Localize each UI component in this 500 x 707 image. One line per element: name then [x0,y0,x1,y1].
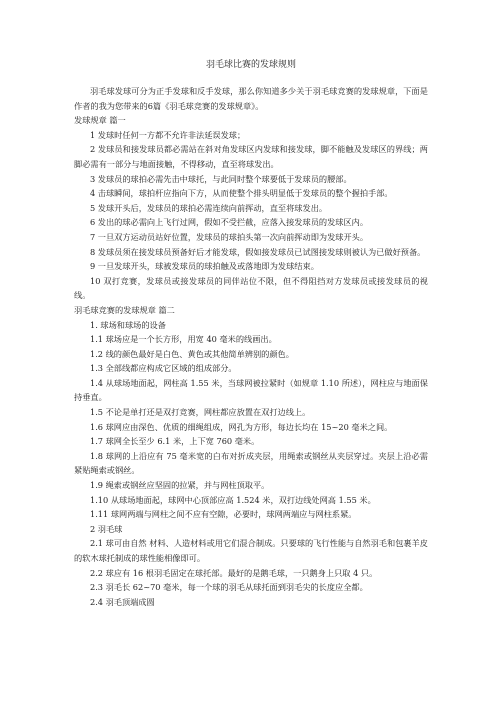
rule-item: 1.11 球网两端与网柱之间不应有空隙，必要时，球网两端应与网柱系紧。 [90,509,357,520]
rule-item: 1. 球场和球场的设备 [90,319,166,330]
rule-item: 7 一旦双方运动员站好位置，发球员的球拍头第一次向前挥动即为发球开头。 [90,231,369,242]
rule-item: 1.2 线的颜色最好是白色、黄色或其他简单辨别的颜色。 [90,348,294,359]
rule-item: 1.9 绳索或钢丝应坚固的拉紧，并与网柱顶取平。 [90,480,270,491]
rule-item: 2 羽毛球 [90,523,123,534]
rule-item: 2.3 羽毛长 62~70 毫米，每一个球的羽毛从球托面到羽毛尖的长度应全都。 [90,582,368,593]
intro-paragraph: 羽毛球发球可分为正手发球和反手发球，那么你知道多少关于羽毛球竞赛的发球规章，下面是作者的我为您带来的6篇《羽毛球竞赛的发球规章》。 [74,86,428,111]
section-1-rules [74,128,428,303]
rule-item: 2 发球员和接发球员都必需站在斜对角发球区内发球和接发球，脚不能触及发球区的界线；两脚必需有一部分与地面接触，不得移动，直至将球发出。 [74,144,428,169]
rule-item: 2.4 羽毛顶端成圆 [90,596,155,607]
rule-item: 1 发球时任何一方都不允许非法延误发球； [90,129,246,140]
rule-item: 5 发球开头后，发球员的球拍必需连续向前挥动，直至将球发出。 [90,202,328,213]
rule-item: 1.8 球网的上沿应有 75 毫米宽的白布对折成夹层，用绳索或钢丝从夹层穿过。夹层上沿必需紧贴绳索或钢丝。 [74,450,428,476]
rule-item: 1.3 全部线都应构成它区域的组成部分。 [90,363,237,374]
section-heading-2: 羽毛球竞赛的发球规章 篇二 [74,304,175,315]
rule-item: 1.1 球场应是一个长方形，用宽 40 毫米的线画出。 [90,334,277,345]
rule-item: 1.5 不论是单打还是双打竞赛，网柱都应放置在双打边线上。 [90,407,311,418]
section-heading-1: 发球规章 篇一 [74,115,126,126]
rule-item: 1.10 从球场地面起，球网中心顶部应高 1.524 米，双打边线处网高 1.55 米。 [90,494,376,505]
rule-item: 2.2 球应有 16 根羽毛固定在球托部。最好的是鹅毛球，一只鹅身上只取 4 只。 [90,567,378,578]
rule-item: 9 一旦发球开头，球被发球员的球拍触及或落地即为发球结束。 [90,261,319,272]
rule-item: 1.4 从球场地面起，网柱高 1.55 米，当球网被拉紧时（如规章 1.10 所述），网柱应与地面保持垂直。 [74,377,428,403]
rule-item: 6 发出的球必需向上飞行过网，假如不受拦截，应落入接发球员的发球区内。 [90,217,369,228]
document-title: 羽毛球比赛的发球规则 [205,60,296,70]
rule-item: 1.7 球网全长至少 6.1 米，上下宽 760 毫米。 [90,436,260,447]
rule-item: 3 发球员的球拍必需先击中球托，与此同时整个球要低于发球员的腰部。 [90,173,352,184]
rule-item: 4 击球瞬间，球拍杆应指向下方，从而使整个排头明显低于发球员的整个握拍手部。 [90,188,393,199]
rule-item: 1.6 球网应由深色、优质的细绳组成，网孔为方形，每边长均在 15~20 毫米之间。 [90,421,393,432]
rule-item: 2.1 球可由自然 材料、人造材料或用它们混合制成。只要球的飞行性能与自然羽毛和包裹羊皮的软木球托制成的球性能相像即可。 [74,538,428,563]
rule-item: 8 发球员须在接发球员预备好后才能发球，假如接发球员已试图接发球则被认为已做好预备。 [90,246,426,257]
rule-item: 10 双打竞赛，发球员或接发球员的同伴站位不限，但不得阻挡对方发球员或接发球员的视线。 [74,275,428,301]
section-2-rules [74,318,428,610]
